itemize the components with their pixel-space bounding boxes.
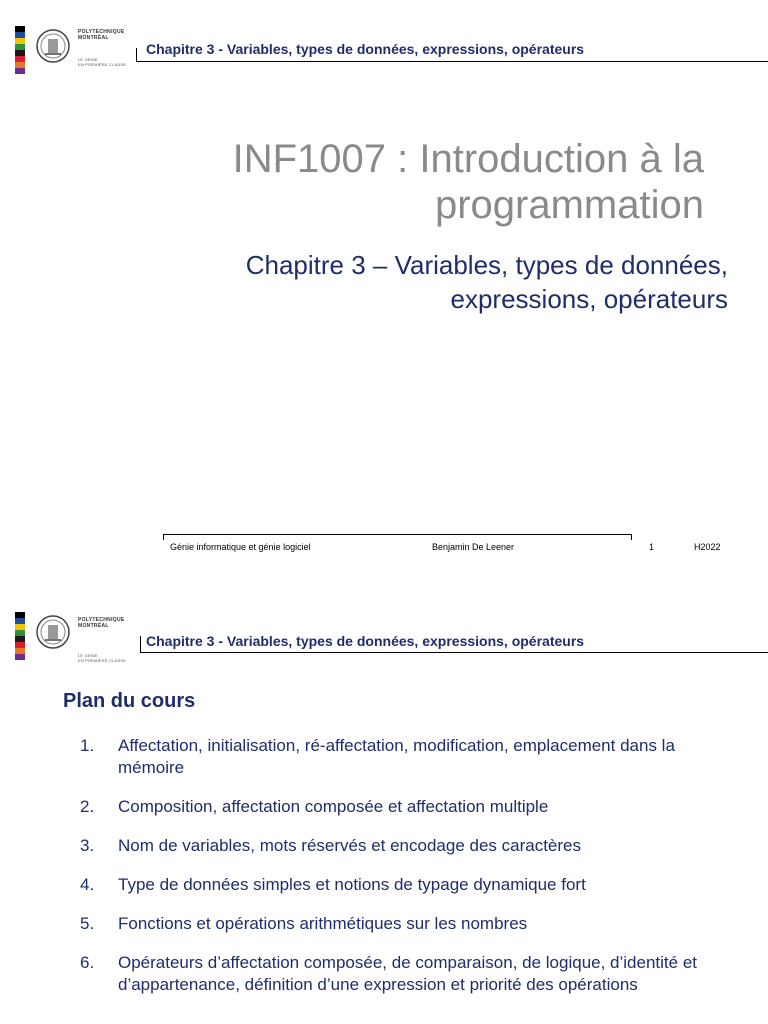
brand-color-bar	[15, 612, 25, 660]
chapter-subtitle: Chapitre 3 – Variables, types de données, expressions, opérateurs	[245, 250, 728, 314]
list-item: 3. Nom de variables, mots réservés et encodage des caractères	[80, 836, 582, 855]
list-item: 2. Composition, affectation composée et affectation multiple	[80, 797, 549, 816]
course-title: INF1007 : Introduction à la programmation	[232, 137, 704, 227]
chapter-header: Chapitre 3 - Variables, types de données, expressions, opérateurs	[146, 633, 585, 649]
header-rule	[140, 652, 768, 653]
footer-department: Génie informatique et génie logiciel	[170, 542, 311, 552]
polytechnique-seal-icon	[35, 28, 71, 64]
header-divider	[136, 48, 137, 61]
footer-right-tick	[631, 534, 632, 540]
school-tagline: LE GÉNIE EN PREMIÈRE CLASSE	[78, 653, 127, 663]
footer-author: Benjamin De Leener	[432, 542, 515, 552]
chapter-header: Chapitre 3 - Variables, types de données, expressions, opérateurs	[146, 41, 585, 57]
list-item: 5. Fonctions et opérations arithmétiques sur les nombres	[80, 914, 528, 933]
brand-color-bar	[15, 26, 25, 74]
list-item: 4. Type de données simples et notions de typage dynamique fort	[80, 875, 586, 894]
school-tagline: LE GÉNIE EN PREMIÈRE CLASSE	[78, 57, 127, 67]
polytechnique-seal-icon	[35, 614, 71, 650]
school-name: POLYTECHNIQUE MONTRÉAL	[78, 29, 125, 41]
footer-term: H2022	[694, 542, 721, 552]
header-divider	[140, 636, 141, 652]
plan-heading: Plan du cours	[63, 690, 196, 712]
list-item: 1. Affectation, initialisation, ré-affectation, modification, emplacement dans la mémoire	[80, 736, 675, 777]
school-name: POLYTECHNIQUE MONTRÉAL	[78, 617, 125, 629]
plan-list	[80, 735, 720, 1013]
plan-slide	[0, 580, 768, 1024]
footer-page-number: 1	[649, 542, 655, 552]
footer-rule	[163, 534, 631, 535]
header-rule	[136, 61, 768, 62]
list-item: 6. Opérateurs d’affectation composée, de comparaison, de logique, d’identité et d’appartenance, définition d’une expression et priorité des opérations	[80, 953, 697, 994]
